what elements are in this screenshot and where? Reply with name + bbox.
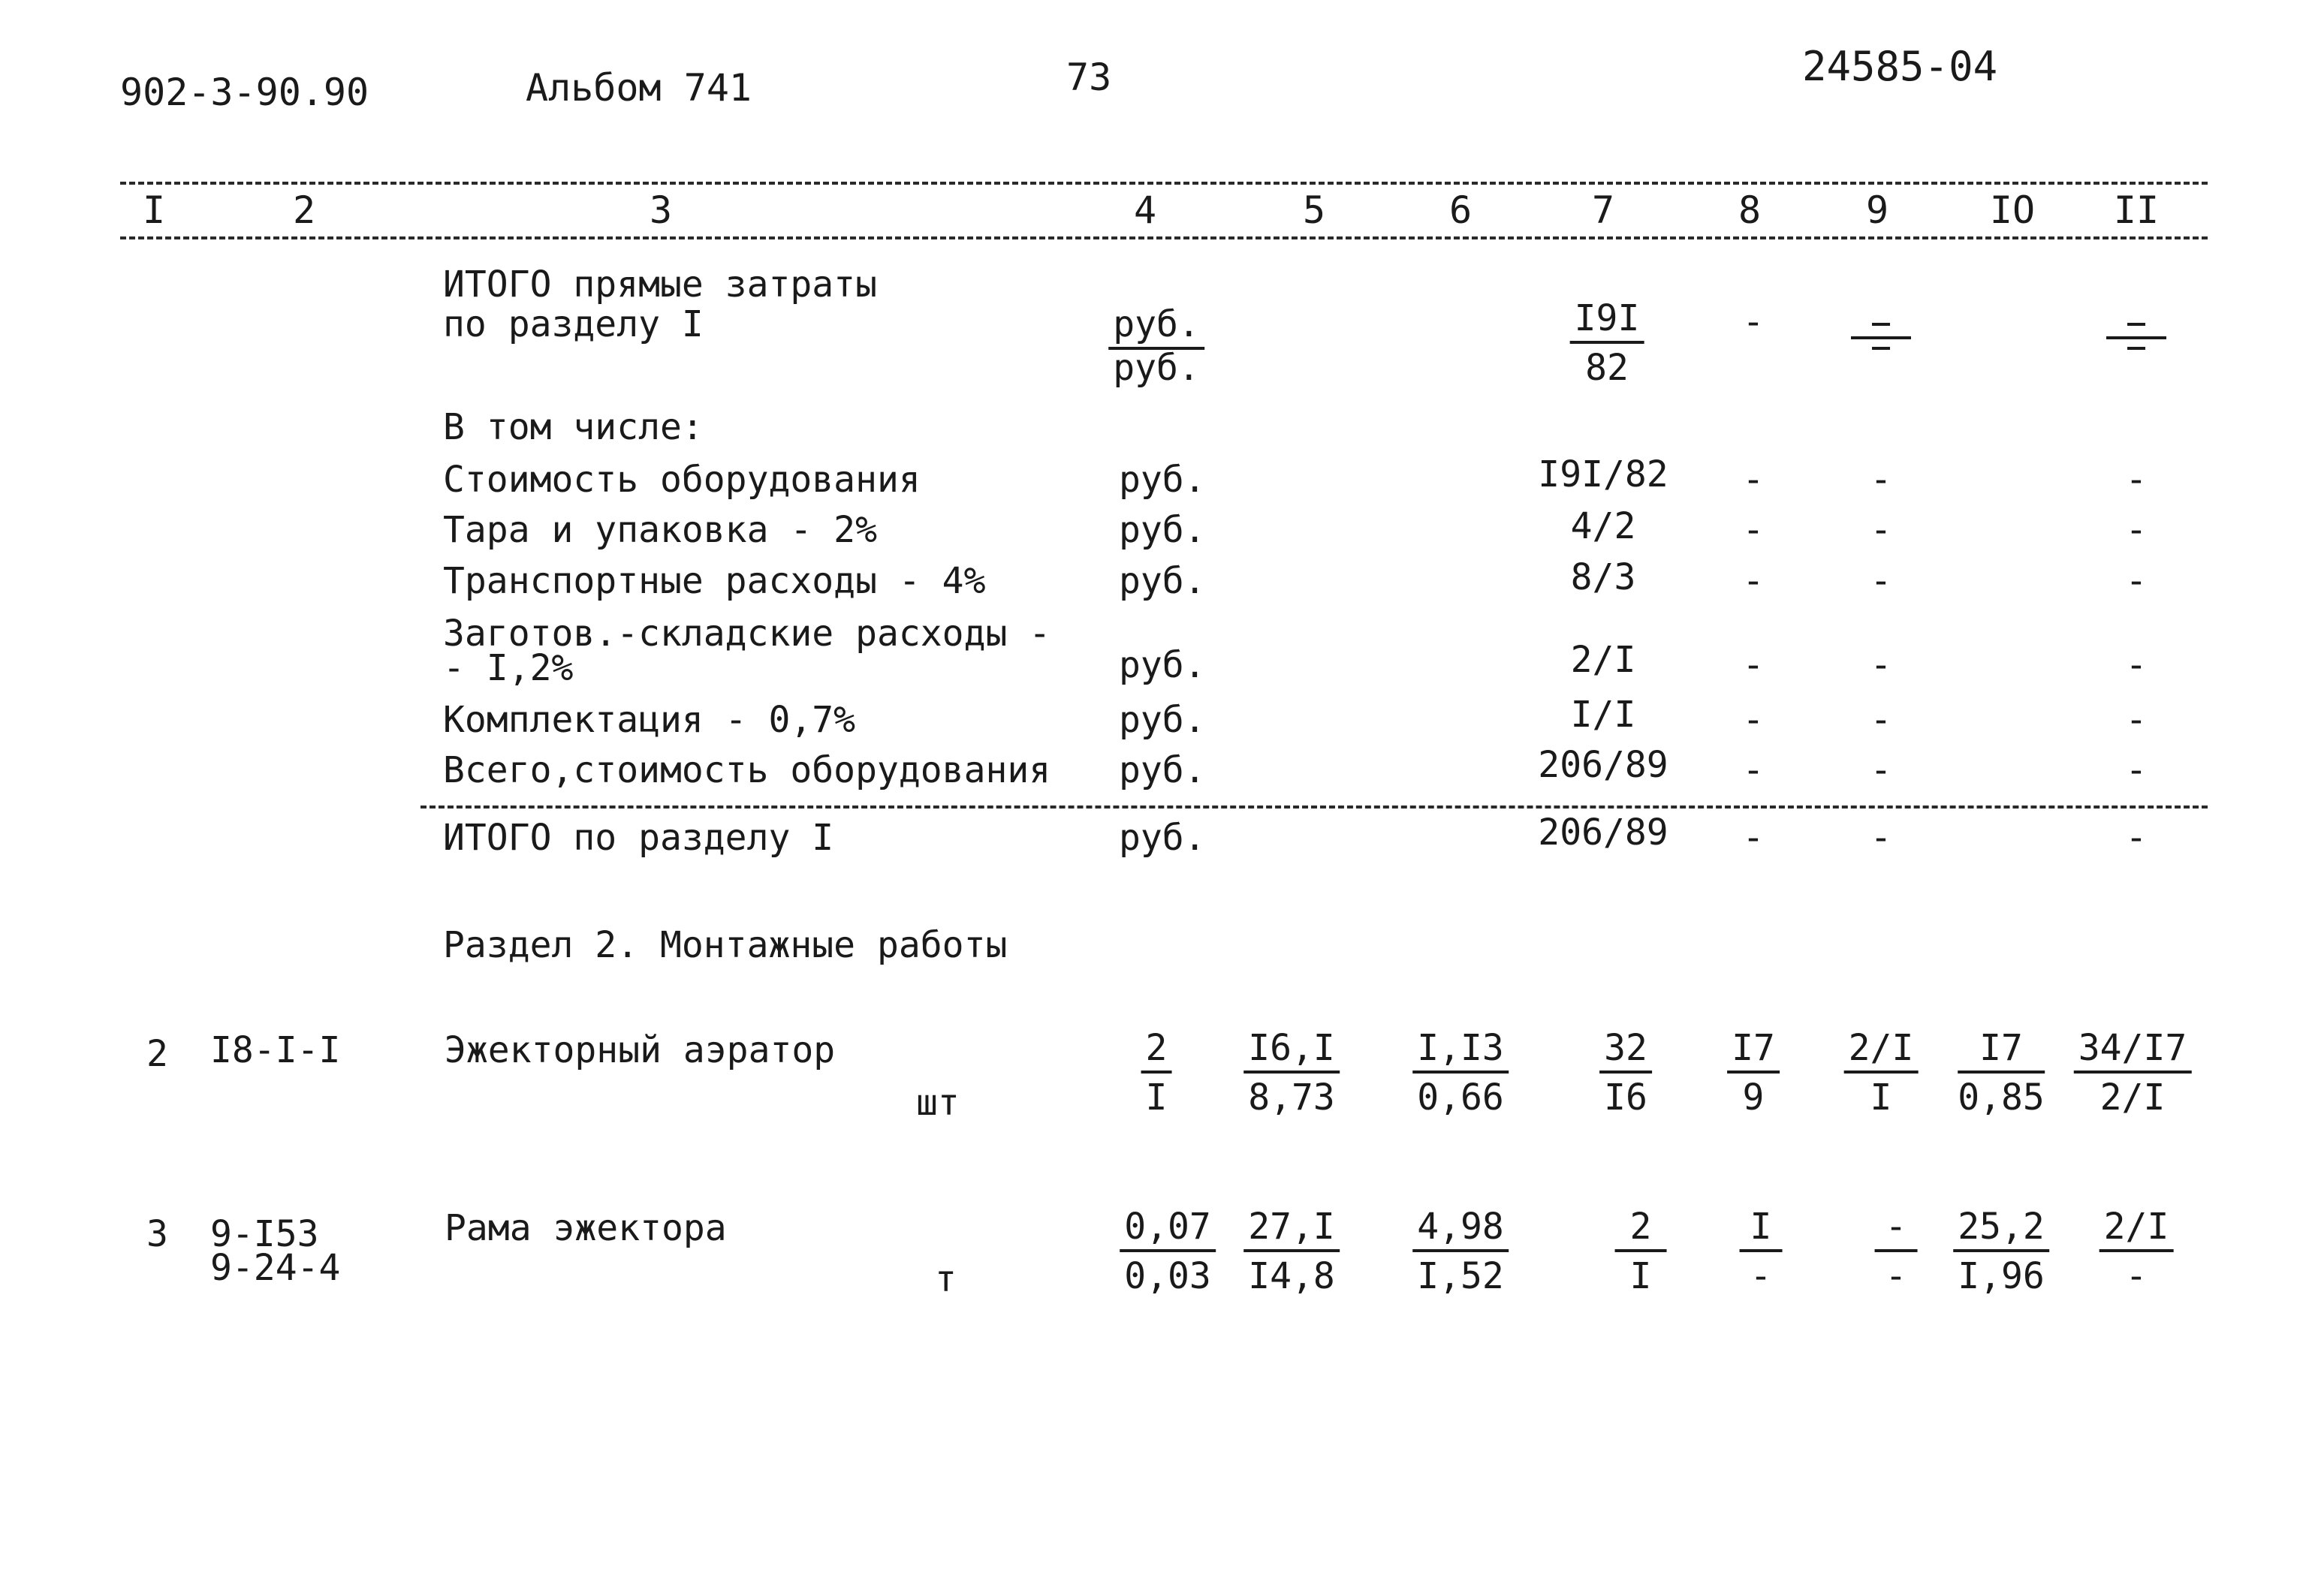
- item-unit: руб.: [1119, 644, 1206, 686]
- row-c6-den: I,52: [1417, 1255, 1504, 1297]
- section1-total-c8: -: [1742, 817, 1765, 859]
- col-header-8: 8: [1738, 188, 1762, 232]
- row-code-2: 9-24-4: [210, 1247, 341, 1289]
- item-c8: -: [1742, 749, 1765, 791]
- row-c5-den: I4,8: [1248, 1255, 1335, 1297]
- row-c9: [1875, 1206, 1918, 1297]
- col-header-2: 2: [292, 188, 316, 232]
- section1-total-c11: -: [2125, 817, 2148, 859]
- item-name: Транспортные расходы - 4%: [443, 560, 986, 602]
- total-direct-unit-den: руб.: [1113, 347, 1200, 389]
- col-header-1: I: [142, 188, 166, 232]
- section2-title: Раздел 2. Монтажные работы: [443, 924, 1008, 966]
- including-label: В том числе:: [443, 406, 704, 448]
- item-c11: -: [2125, 749, 2148, 791]
- row-c9-num: -: [1875, 1209, 1918, 1252]
- row-c5-num: I6,I: [1243, 1030, 1340, 1074]
- item-unit: руб.: [1119, 749, 1206, 791]
- item-name-cont: - I,2%: [443, 647, 574, 689]
- row-c8: [1740, 1206, 1783, 1297]
- row-c6-num: 4,98: [1412, 1209, 1509, 1252]
- row-c4: [1141, 1027, 1172, 1119]
- row-c11-den: 2/I: [2100, 1077, 2166, 1119]
- total-direct-c7-num: I9I: [1570, 300, 1644, 344]
- row-c5: [1243, 1206, 1340, 1297]
- row-c7-num: 2: [1615, 1209, 1667, 1252]
- col-header-5: 5: [1302, 188, 1326, 232]
- row-code: 9-I53: [210, 1213, 319, 1255]
- row-c10-num: I7: [1958, 1030, 2045, 1074]
- total-direct-unit-num: руб.: [1108, 306, 1204, 350]
- col-header-9: 9: [1865, 188, 1889, 232]
- row-c10: [1958, 1027, 2045, 1119]
- total-direct-c9-ditto-icon: [1851, 323, 1911, 360]
- row-c10-num: 25,2: [1953, 1209, 2049, 1252]
- row-number: 2: [146, 1033, 168, 1075]
- row-c8-den: -: [1750, 1255, 1772, 1297]
- col-header-7: 7: [1591, 188, 1615, 232]
- item-c8: -: [1742, 699, 1765, 741]
- item-name: Тара и упаковка - 2%: [443, 509, 877, 551]
- row-name: Эжекторный аэратор: [445, 1029, 836, 1071]
- section1-total-c9: -: [1870, 817, 1892, 859]
- item-c8: -: [1742, 560, 1765, 602]
- row-c11: [2100, 1206, 2174, 1297]
- album-label: Альбом 741: [526, 66, 752, 110]
- row-c6: [1412, 1206, 1509, 1297]
- item-name: Комплектация - 0,7%: [443, 699, 856, 741]
- row-c11-den: -: [2125, 1255, 2148, 1297]
- item-c9: -: [1870, 509, 1892, 551]
- row-c4-den: 0,03: [1124, 1255, 1211, 1297]
- item-c7: 206/89: [1538, 744, 1668, 786]
- item-c11: -: [2125, 459, 2148, 501]
- row-unit: шт: [916, 1082, 960, 1124]
- row-number: 3: [146, 1213, 168, 1255]
- item-c8: -: [1742, 509, 1765, 551]
- row-c6-den: 0,66: [1417, 1077, 1504, 1119]
- total-direct-label-2: по разделу I: [443, 303, 704, 345]
- row-c10-den: 0,85: [1958, 1077, 2045, 1119]
- row-c9-den: -: [1885, 1255, 1907, 1297]
- item-c9: -: [1870, 560, 1892, 602]
- item-c11: -: [2125, 699, 2148, 741]
- total-direct-c7: [1570, 297, 1644, 389]
- row-c11-num: 2/I: [2100, 1209, 2174, 1252]
- item-c7: I9I/82: [1538, 453, 1668, 495]
- row-c4-num: 0,07: [1120, 1209, 1216, 1252]
- total-direct-label: ИТОГО прямые затраты: [443, 263, 877, 306]
- item-c7: 8/3: [1570, 556, 1636, 598]
- row-c7-num: 32: [1599, 1030, 1652, 1074]
- total-direct-c8: -: [1742, 301, 1765, 343]
- item-c7: I/I: [1570, 694, 1636, 736]
- item-name: Стоимость оборудования: [443, 459, 921, 501]
- item-c9: -: [1870, 699, 1892, 741]
- col-header-3: 3: [649, 188, 673, 232]
- item-c11: -: [2125, 509, 2148, 551]
- header-bottom-rule: [120, 236, 2208, 239]
- total-direct-c11-ditto-icon: [2106, 323, 2166, 360]
- row-c11-num: 34/I7: [2074, 1030, 2192, 1074]
- row-c5-num: 27,I: [1243, 1209, 1340, 1252]
- item-unit: руб.: [1119, 509, 1206, 551]
- item-c9: -: [1870, 749, 1892, 791]
- item-c8: -: [1742, 644, 1765, 686]
- col-header-11: II: [2113, 188, 2160, 232]
- item-name: Всего,стоимость оборудования: [443, 749, 1051, 791]
- header-top-rule: [120, 182, 2208, 185]
- row-c7-den: I6: [1604, 1077, 1647, 1119]
- row-c10: [1953, 1206, 2049, 1297]
- row-c6-num: I,I3: [1412, 1030, 1509, 1074]
- row-c5: [1243, 1027, 1340, 1119]
- item-unit: руб.: [1119, 560, 1206, 602]
- total-direct-c7-den: 82: [1585, 347, 1629, 389]
- row-c4: [1120, 1206, 1216, 1297]
- row-c7: [1599, 1027, 1652, 1119]
- item-unit: руб.: [1119, 699, 1206, 741]
- item-c11: -: [2125, 560, 2148, 602]
- row-c9: [1844, 1027, 1919, 1119]
- col-header-10: IO: [1989, 188, 2036, 232]
- section1-total-unit: руб.: [1119, 817, 1206, 859]
- document-code: 902-3-90.90: [120, 71, 369, 114]
- section-total-rule: [421, 806, 2208, 809]
- row-code: I8-I-I: [210, 1029, 341, 1071]
- item-c11: -: [2125, 644, 2148, 686]
- row-c8: [1727, 1027, 1780, 1119]
- item-c7: 2/I: [1570, 639, 1636, 681]
- row-c9-num: 2/I: [1844, 1030, 1919, 1074]
- row-unit: т: [935, 1258, 957, 1300]
- item-unit: руб.: [1119, 459, 1206, 501]
- col-header-6: 6: [1448, 188, 1473, 232]
- item-c8: -: [1742, 459, 1765, 501]
- row-c4-num: 2: [1141, 1030, 1172, 1074]
- row-c6: [1412, 1027, 1509, 1119]
- item-c7: 4/2: [1570, 505, 1636, 547]
- row-c8-den: 9: [1742, 1077, 1765, 1119]
- row-c11: [2074, 1027, 2192, 1119]
- row-c9-den: I: [1870, 1077, 1892, 1119]
- item-c9: -: [1870, 459, 1892, 501]
- row-c8-num: I: [1740, 1209, 1783, 1252]
- row-c5-den: 8,73: [1248, 1077, 1335, 1119]
- row-c4-den: I: [1145, 1077, 1168, 1119]
- section1-total-c7: 206/89: [1538, 812, 1668, 854]
- row-c8-num: I7: [1727, 1030, 1780, 1074]
- row-name: Рама эжектора: [445, 1207, 727, 1249]
- item-name: Заготов.-складские расходы -: [443, 613, 1051, 655]
- page-number: 73: [1066, 56, 1112, 99]
- doc-number: 24585-04: [1802, 43, 1998, 90]
- total-direct-unit: [1108, 303, 1204, 389]
- col-header-4: 4: [1133, 188, 1157, 232]
- row-c7: [1615, 1206, 1667, 1297]
- section1-total-label: ИТОГО по разделу I: [443, 817, 834, 859]
- item-c9: -: [1870, 644, 1892, 686]
- row-c10-den: I,96: [1958, 1255, 2045, 1297]
- row-c7-den: I: [1629, 1255, 1652, 1297]
